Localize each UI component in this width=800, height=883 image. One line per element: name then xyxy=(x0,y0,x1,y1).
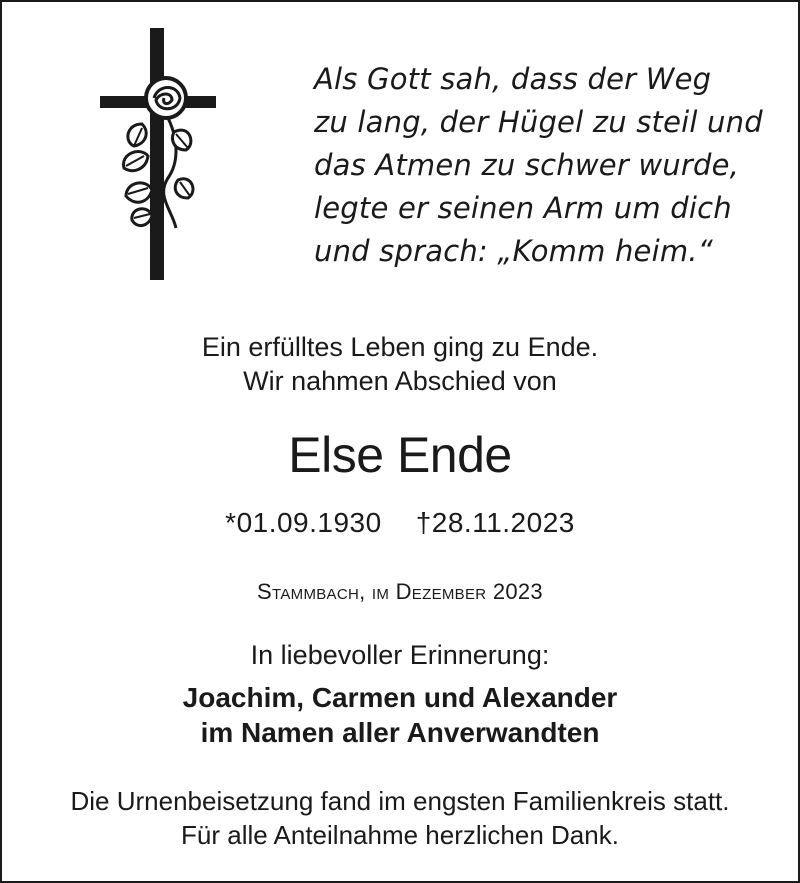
family-signature xyxy=(0,680,800,750)
closing-line: Für alle Anteilnahme herzlichen Dank. xyxy=(181,820,619,850)
poem-line: legte er seinen Arm um dich xyxy=(314,191,732,225)
life-dates xyxy=(0,505,800,541)
closing-text xyxy=(0,784,800,852)
birth-date: 01.09.1930 xyxy=(236,507,382,538)
intro-line: Wir nahmen Abschied von xyxy=(243,366,557,396)
birth-symbol: * xyxy=(225,507,237,538)
family-relatives: im Namen aller Anverwandten xyxy=(200,717,600,748)
poem-line: und sprach: „Komm heim.“ xyxy=(314,234,713,268)
memory-line: In liebevoller Erinnerung: xyxy=(250,640,550,670)
death-symbol: † xyxy=(415,507,432,538)
place-and-date: Stammbach, im Dezember 2023 xyxy=(257,579,543,604)
death-date: 28.11.2023 xyxy=(431,507,575,538)
poem-line: Als Gott sah, dass der Weg xyxy=(314,62,712,96)
deceased-name: Else Ende xyxy=(288,427,512,483)
family-names: Joachim, Carmen und Alexander xyxy=(182,682,618,713)
intro-line: Ein erfülltes Leben ging zu Ende. xyxy=(201,332,599,362)
cross-with-rose-icon xyxy=(96,28,226,280)
intro-text xyxy=(0,330,800,398)
closing-line: Die Urnenbeisetzung fand im engsten Familienkreis statt. xyxy=(70,786,730,816)
poem-line: zu lang, der Hügel zu steil und xyxy=(314,105,763,139)
poem xyxy=(314,58,784,273)
poem-line: das Atmen zu schwer wurde, xyxy=(314,148,740,182)
